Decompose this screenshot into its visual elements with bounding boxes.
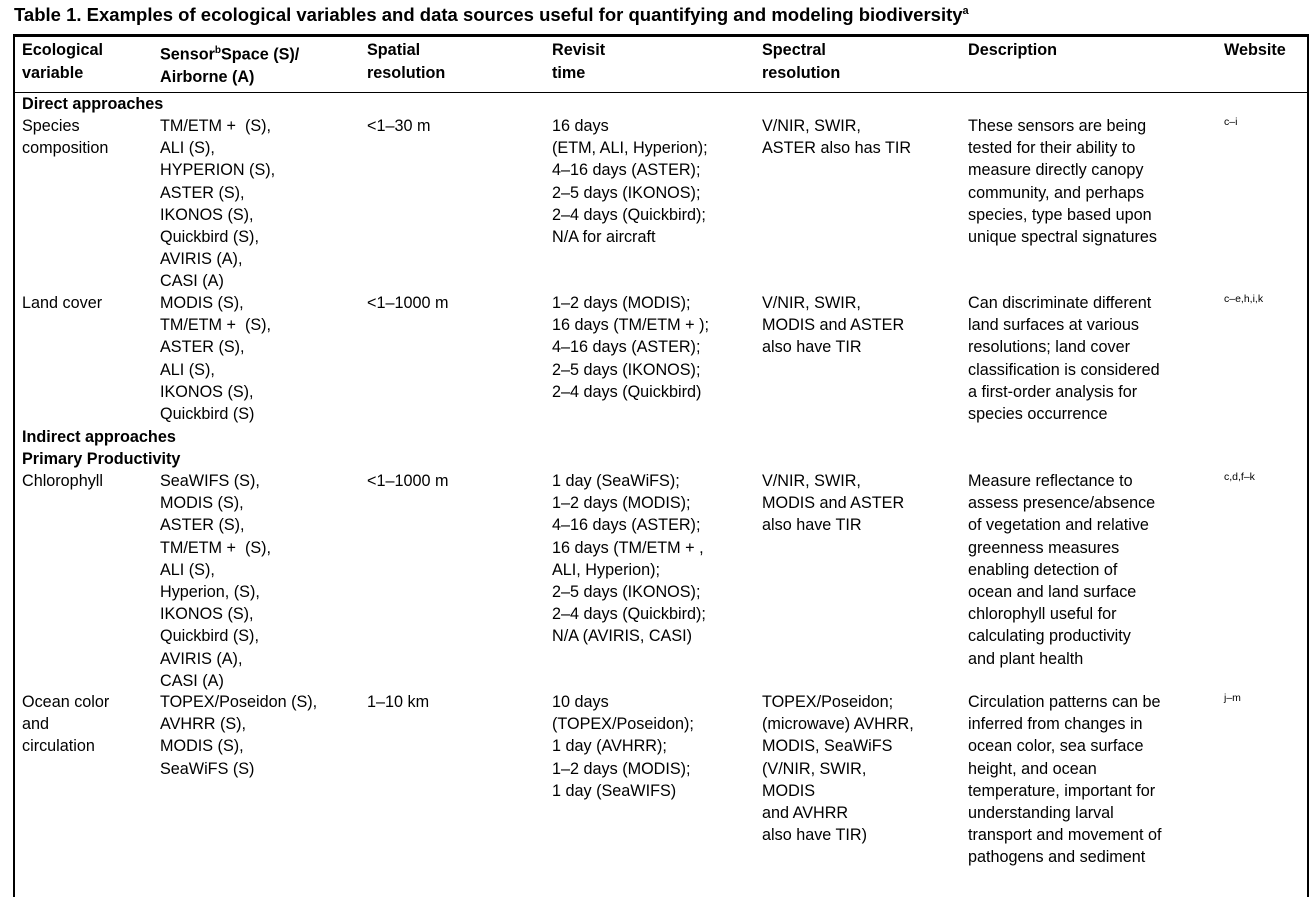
header-ecological-variable: Ecological variable	[22, 41, 103, 82]
row-chlorophyll-spectral: V/NIR, SWIR, MODIS and ASTER also have TIR	[762, 472, 905, 535]
row-landcover-sensor: MODIS (S), TM/ETM + (S), ASTER (S), ALI (S), IKONOS (S), Quickbird (S)	[160, 294, 272, 424]
row-species-description: These sensors are being tested for their ability to measure directly canopy community, and perhaps species, type based upon unique spectral signatures	[968, 117, 1157, 247]
row-chlorophyll-description: Measure reflectance to assess presence/absence of vegetation and relative greenness measures enabling detection of ocean and land surface chlorophyll useful for calculating productivity and plant health	[968, 472, 1156, 668]
row-ocean-variable: Ocean color and circulation	[22, 693, 110, 756]
row-chlorophyll-spatial: <1–1000 m	[367, 472, 449, 490]
row-ocean-description: Circulation patterns can be inferred from changes in ocean color, sea surface height, and ocean temperature, important for understanding larval transport and movement of pathogens and sediment	[968, 693, 1162, 867]
table-title: Table 1. Examples of ecological variables and data sources useful for quantifying and modeling biodiversity$^a$	[14, 4, 969, 25]
row-ocean-website: j–m	[1224, 692, 1241, 704]
row-ocean-sensor: TOPEX/Poseidon (S), AVHRR (S), MODIS (S), SeaWiFS (S)	[160, 693, 318, 778]
row-species-revisit: 16 days (ETM, ALI, Hyperion); 4–16 days (ASTER); 2–5 days (IKONOS); 2–4 days (Quickbird); N/A for aircraft	[552, 117, 708, 247]
row-chlorophyll-variable: Chlorophyll	[22, 472, 103, 490]
header-revisit-time: Revisit time	[552, 41, 606, 82]
row-ocean-revisit: 10 days (TOPEX/Poseidon); 1 day (AVHRR); 1–2 days (MODIS); 1 day (SeaWIFS)	[552, 693, 694, 800]
header-description: Description	[968, 41, 1058, 59]
row-species-sensor: TM/ETM + (S), ALI (S), HYPERION (S), ASTER (S), IKONOS (S), Quickbird (S), AVIRIS (A), CASI (A)	[160, 117, 276, 291]
row-chlorophyll-revisit: 1 day (SeaWiFS); 1–2 days (MODIS); 4–16 days (ASTER); 16 days (TM/ETM + , ALI, Hyperion); 2–5 days (IKONOS); 2–4 days (Quickbird); N/A (AVIRIS, CASI)	[552, 472, 706, 646]
header-divider	[13, 92, 1309, 93]
row-ocean-spectral: TOPEX/Poseidon; (microwave) AVHRR, MODIS, SeaWiFS (V/NIR, SWIR, MODIS and AVHRR also have TIR)	[762, 693, 914, 845]
row-landcover-revisit: 1–2 days (MODIS); 16 days (TM/ETM + ); 4–16 days (ASTER); 2–5 days (IKONOS); 2–4 days (Quickbird)	[552, 294, 709, 401]
row-landcover-description: Can discriminate different land surfaces at various resolutions; land cover classification is considered a first-order analysis for species occurrence	[968, 294, 1160, 424]
section-direct-approaches: Direct approaches	[22, 95, 164, 113]
section-indirect-approaches: Indirect approaches	[22, 428, 176, 446]
row-landcover-variable: Land cover	[22, 294, 103, 312]
row-species-spectral: V/NIR, SWIR, ASTER also has TIR	[762, 117, 912, 158]
row-species-website: c–i	[1224, 116, 1238, 128]
header-sensor: Sensor$^b$Space (S)/ Airborne (A)	[160, 45, 300, 87]
section-primary-productivity: Primary Productivity	[22, 450, 181, 468]
row-species-variable: Species composition	[22, 117, 109, 158]
header-spatial-resolution: Spatial resolution	[367, 41, 446, 82]
row-landcover-website: c–e,h,i,k	[1224, 293, 1264, 305]
row-landcover-spatial: <1–1000 m	[367, 294, 449, 312]
row-chlorophyll-website: c,d,f–k	[1224, 471, 1255, 483]
row-species-spatial: <1–30 m	[367, 117, 431, 135]
row-landcover-spectral: V/NIR, SWIR, MODIS and ASTER also have TIR	[762, 294, 905, 357]
header-spectral-resolution: Spectral resolution	[762, 41, 841, 82]
row-chlorophyll-sensor: SeaWIFS (S), MODIS (S), ASTER (S), TM/ETM + (S), ALI (S), Hyperion, (S), IKONOS (S), Quickbird (S), AVIRIS (A), CASI (A)	[160, 472, 272, 690]
header-website: Website	[1224, 41, 1286, 59]
row-ocean-spatial: 1–10 km	[367, 693, 430, 711]
